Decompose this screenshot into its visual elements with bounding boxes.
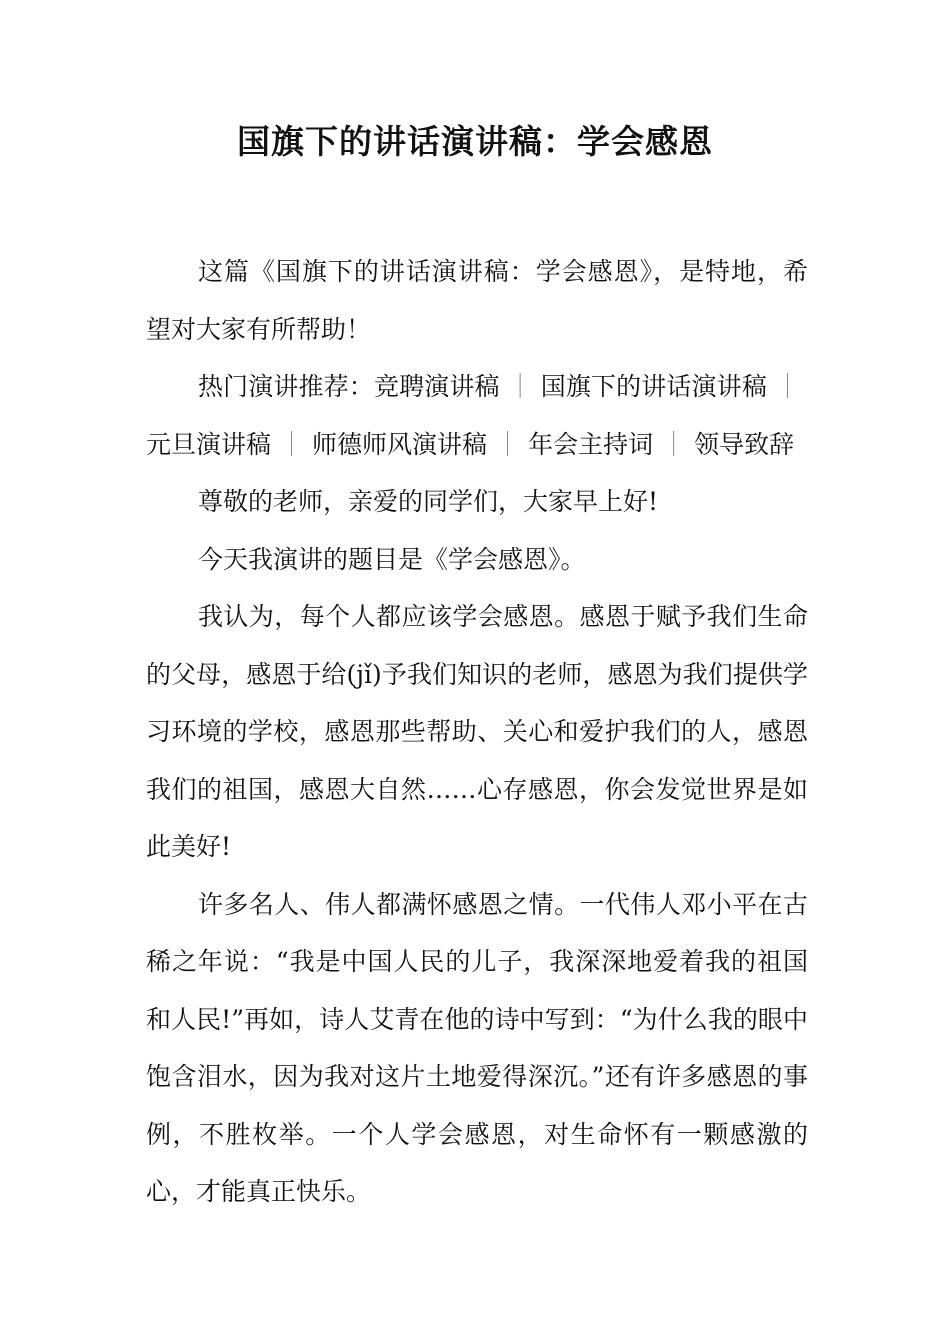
recommend-link[interactable]: 竞聘演讲稿: [373, 372, 500, 401]
separator: ｜: [774, 372, 800, 401]
recommend-link[interactable]: 国旗下的讲话演讲稿: [540, 372, 767, 401]
recommend-paragraph: [146, 358, 808, 473]
separator: ｜: [495, 429, 521, 459]
intro-paragraph: 这篇《国旗下的讲话演讲稿：学会感恩》，是特地，希望对大家有所帮助！: [146, 257, 808, 344]
topic-paragraph: 今天我演讲的题目是《学会感恩》。: [198, 544, 586, 574]
recommend-link[interactable]: 师德师风演讲稿: [312, 429, 488, 459]
document-body: [146, 243, 808, 1221]
recommend-link[interactable]: 领导致辞: [694, 429, 795, 459]
document-title: 国旗下的讲话演讲稿：学会感恩: [237, 122, 713, 161]
greeting-paragraph: 尊敬的老师，亲爱的同学们，大家早上好!: [198, 487, 659, 516]
body-paragraph: 我认为，每个人都应该学会感恩。感恩于赋予我们生命的父母，感恩于给(jǐ)予我们知识的老师，感恩为我们提供学习环境的学校，感恩那些帮助、关心和爱护我们的人，感恩我们的祖国，感恩大自然……心存感恩，你会发觉世界是如此美好!: [146, 602, 808, 861]
separator: ｜: [661, 429, 687, 459]
recommend-link[interactable]: 元旦演讲稿: [146, 429, 272, 459]
separator: ｜: [279, 429, 305, 459]
recommend-link[interactable]: 年会主持词: [528, 429, 654, 459]
body-paragraph: 许多名人、伟人都满怀感恩之情。一代伟人邓小平在古稀之年说：“我是中国人民的儿子，我深深地爱着我的祖国和人民!”再如，诗人艾青在他的诗中写到：“为什么我的眼中饱含泪水，因为我对这片土地爱得深沉。”还有许多感恩的事例，不胜枚举。一个人学会感恩，对生命怀有一颗感激的心，才能真正快乐。: [146, 889, 808, 1206]
recommend-label: 热门演讲推荐：: [198, 372, 374, 401]
separator: ｜: [507, 372, 533, 401]
